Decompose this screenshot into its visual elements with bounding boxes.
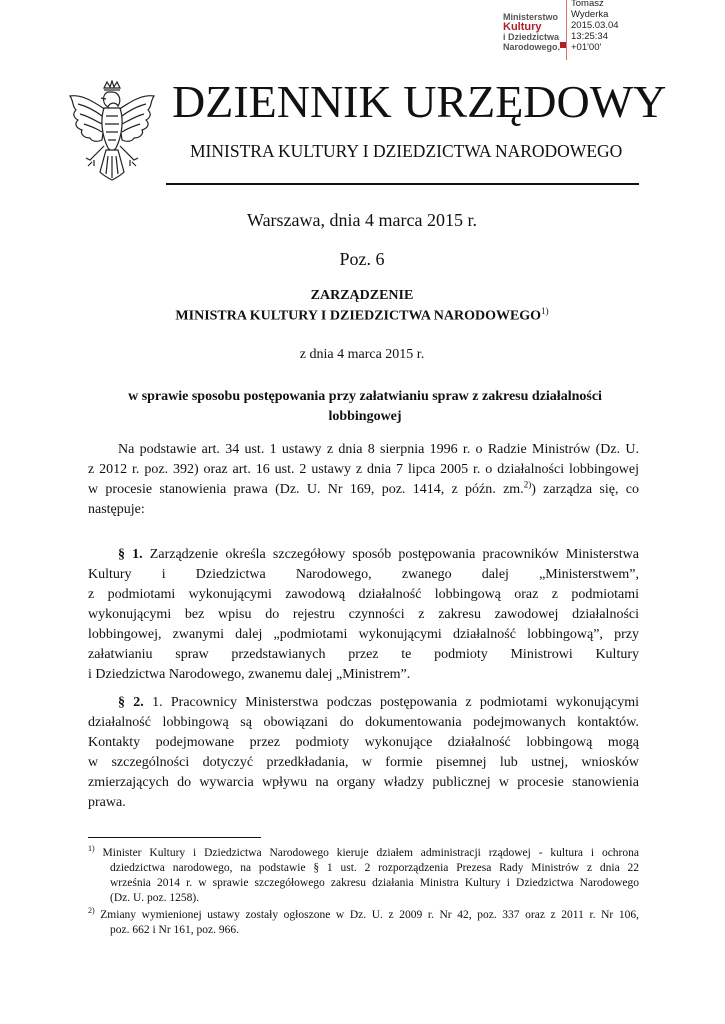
- paragraph-1: [88, 545, 639, 685]
- paragraph-line: działalność lobbingową są obowiązani do dokumentowania podejmowanych kontaktów.: [88, 715, 639, 730]
- footnote-line: dziedzictwa narodowego, na podstawie § 1 ust. 2 rozporządzenia Prezesa Rady Ministrów z dnia 22: [110, 862, 639, 874]
- paragraph-line: Kultury i Dziedzictwa Narodowego, zwanego dalej „Ministerstwem”,: [88, 567, 639, 582]
- header-divider: [166, 183, 639, 185]
- paragraph-line: z podmiotami wykonującymi zawodową działalność lobbingową oraz z podmiotami: [88, 587, 639, 602]
- journal-title: DZIENNIK URZĘDOWY: [172, 76, 667, 127]
- act-subject-line: lobbingowej: [328, 409, 402, 424]
- paragraph-text: Zarządzenie określa szczegółowy sposób postępowania pracowników Ministerstwa: [142, 547, 639, 562]
- stamp-divider: [566, 0, 567, 60]
- paragraph-line: zmierzających do wywarcia wpływu na organy władzy publicznej w procesie stanowienia: [88, 775, 639, 790]
- footnote-2: [88, 908, 639, 938]
- footnote-1: [88, 846, 639, 906]
- footnote-text: Zmiany wymienionej ustawy zostały ogłoszone w Dz. U. z 2009 r. Nr 42, poz. 337 oraz z 2011 r. Nr 106,: [94, 909, 639, 921]
- preamble: [88, 440, 639, 520]
- footnote-line: [88, 846, 639, 861]
- paragraph-line: lobbingowej, zwanymi dalej „podmiotami wykonującymi działalność lobbingową”, przy: [88, 627, 639, 642]
- footnote-ref: 1): [541, 306, 549, 316]
- paragraph-line: wykonującymi bez wpisu do rejestru czynności z zakresu zawodowej działalności: [88, 607, 639, 622]
- act-subject-line: w sprawie sposobu postępowania przy załatwianiu spraw z zakresu działalności: [128, 389, 602, 404]
- preamble-line: następuje:: [88, 502, 145, 517]
- preamble-text: w procesie stanowienia prawa (Dz. U. Nr 169, poz. 1414, z późn. zm.: [88, 482, 524, 497]
- signature-date: 2015.03.04: [571, 20, 619, 31]
- preamble-line: [88, 480, 639, 500]
- signature-timezone: +01'00': [571, 42, 602, 53]
- act-type: ZARZĄDZENIE: [310, 288, 414, 303]
- signature-time: 13:25:34: [571, 31, 608, 42]
- preamble-line: Na podstawie art. 34 ust. 1 ustawy z dnia 8 sierpnia 1996 r. o Radzie Ministrów (Dz. U.: [118, 442, 639, 457]
- paragraph-line: [88, 545, 639, 565]
- footnote-text: Minister Kultury i Dziedzictwa Narodowego kieruje działem administracji rządowej - kultura i ochrona: [94, 847, 639, 859]
- eagle-emblem-icon: [64, 80, 160, 190]
- paragraph-line: w szczególności dotyczyć przedkładania, w formie pisemnej lub ustnej, wniosków: [88, 755, 639, 770]
- stamp-signer: [571, 0, 619, 53]
- preamble-text: ) zarządza się, co: [531, 482, 639, 497]
- act-issuer-text: MINISTRA KULTURY I DZIEDZICTWA NARODOWEGO: [175, 308, 542, 324]
- footnote-line: poz. 662 i Nr 161, poz. 966.: [110, 924, 240, 936]
- position-number: Poz. 6: [339, 249, 385, 269]
- footnote-ref: 2): [523, 479, 532, 490]
- footnote-ref: 2): [88, 906, 95, 916]
- paragraph-2: [88, 693, 639, 813]
- paragraph-line: Kontakty podejmowane przez podmioty wykonujące działalność lobbingową mogą: [88, 735, 639, 750]
- preamble-line: z 2012 r. poz. 392) oraz art. 16 ust. 2 ustawy z dnia 7 lipca 2005 r. o działalności lobbingowej: [88, 462, 639, 477]
- footnote-line: września 2014 r. w sprawie szczegółowego zakresu działania Ministra Kultury i Dziedzictwa Narodowego: [110, 877, 639, 889]
- paragraph-text: 1. Pracownicy Ministerstwa podczas postępowania z podmiotami wykonującymi: [143, 695, 639, 710]
- paragraph-label: § 2.: [118, 695, 144, 710]
- journal-subtitle: MINISTRA KULTURY I DZIEDZICTWA NARODOWEGO: [190, 141, 623, 161]
- act-subject: [110, 387, 620, 427]
- paragraph-line: prawa.: [88, 795, 126, 810]
- paragraph-line: [88, 693, 639, 713]
- act-date: z dnia 4 marca 2015 r.: [299, 347, 425, 362]
- act-issuer: [62, 306, 662, 325]
- signer-last-name: Wyderka: [571, 9, 609, 20]
- footnote-line: [88, 908, 639, 923]
- footnote-line: (Dz. U. poz. 1258).: [110, 892, 200, 904]
- footnote-divider: [88, 837, 261, 838]
- paragraph-label: § 1.: [118, 547, 143, 562]
- city-date: Warszawa, dnia 4 marca 2015 r.: [247, 210, 477, 230]
- stamp-org-line: i Dziedzictwa: [503, 32, 560, 42]
- paragraph-line: i Dziedzictwa Narodowego, zwanemu dalej „Ministrem”.: [88, 667, 411, 682]
- stamp-org-line: Ministerstwo: [503, 12, 559, 22]
- stamp-org-line: Narodowego.: [503, 42, 561, 52]
- signer-first-name: Tomasz: [571, 0, 604, 9]
- stamp-org-line: Kultury: [503, 21, 542, 33]
- footnote-ref: 1): [88, 844, 95, 854]
- paragraph-line: załatwianiu spraw przedstawianych przez te podmioty Ministrowi Kultury: [88, 647, 639, 662]
- digital-signature-stamp: [503, 0, 653, 62]
- stamp-organization: [503, 12, 567, 52]
